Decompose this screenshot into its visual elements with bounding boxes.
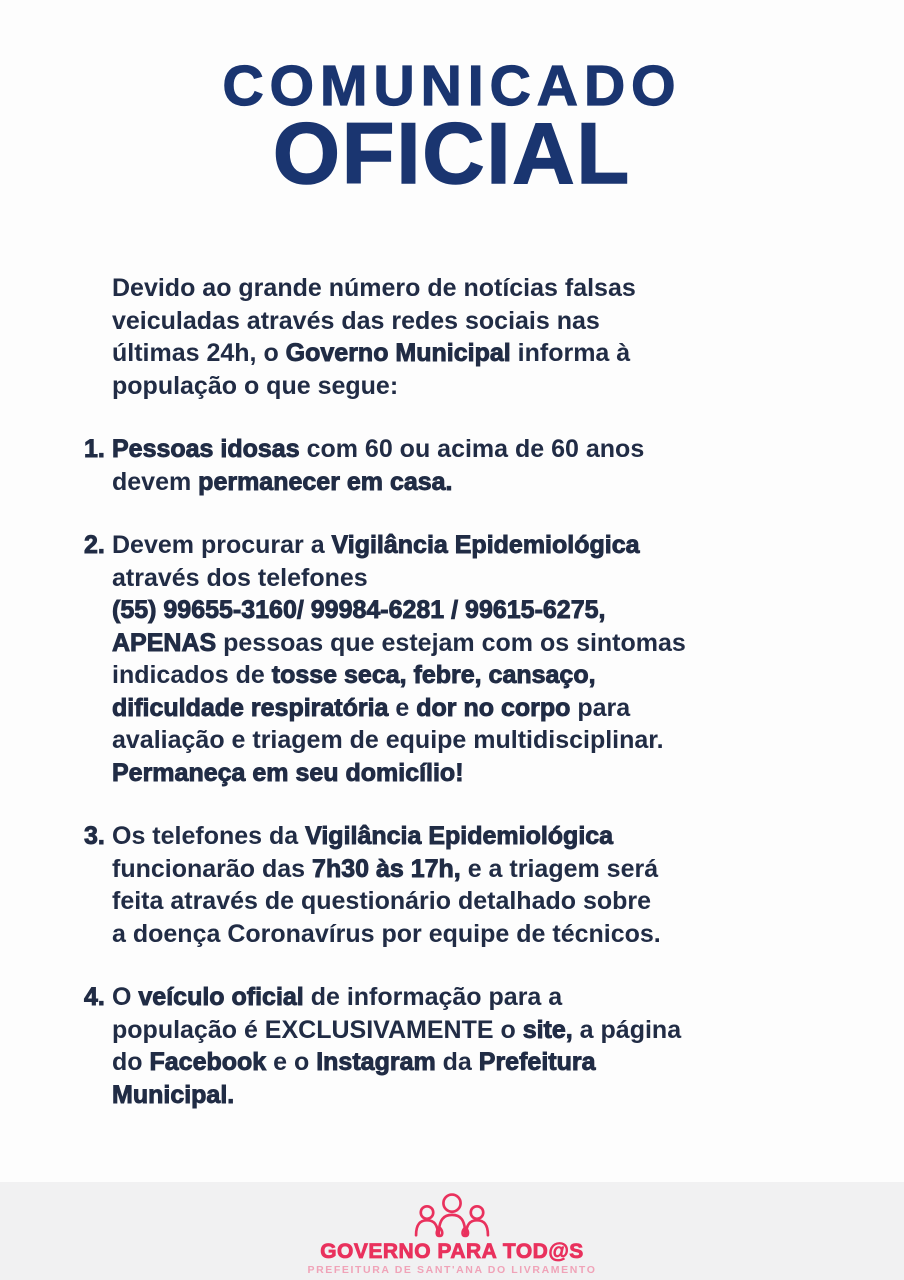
text-line: população o que segue: (112, 371, 399, 400)
text-line: Permaneça em seu domicílio! (112, 758, 464, 787)
page-title (0, 0, 904, 202)
text-line: avaliação e triagem de equipe multidisciplinar. (112, 726, 664, 755)
text-line: indicados de tosse seca, febre, cansaço, (112, 661, 596, 690)
text-line: (55) 99655-3160/ 99984-6281 / 99615-6275, (112, 596, 606, 625)
text-line: Devido ao grande número de notícias falsas (112, 274, 636, 303)
text-line: dificuldade respiratória e dor no corpo para (112, 693, 631, 722)
title-line-oficial: OFICIAL (273, 106, 631, 202)
text-line: funcionarão das 7h30 às 17h, e a triagem será (112, 854, 659, 883)
item-text (112, 433, 904, 498)
text-line: do Facebook e o Instagram da Prefeitura (112, 1048, 596, 1077)
item-text (112, 820, 904, 950)
item-text (112, 981, 904, 1111)
notice-item-4 (84, 981, 904, 1111)
text-line: Pessoas idosas com 60 ou acima de 60 anos (112, 435, 645, 464)
text-line: Os telefones da Vigilância Epidemiológica (112, 822, 614, 851)
text-line: devem permanecer em casa. (112, 467, 453, 496)
item-number: 4. (84, 983, 105, 1012)
text-line: feita através de questionário detalhado sobre (112, 887, 652, 916)
intro-paragraph (112, 272, 904, 402)
item-text (112, 529, 904, 789)
text-line: APENAS pessoas que estejam com os sintomas (112, 628, 686, 657)
text-line: população é EXCLUSIVAMENTE o site, a página (112, 1015, 682, 1044)
text-line: Devem procurar a Vigilância Epidemiológica (112, 531, 640, 560)
title-line-comunicado: COMUNICADO (222, 54, 682, 118)
text-line: últimas 24h, o Governo Municipal informa à (112, 339, 631, 368)
item-number: 2. (84, 531, 105, 560)
notice-item-3 (84, 820, 904, 950)
footer-band (0, 1182, 904, 1280)
notice-item-2 (84, 529, 904, 789)
notice-item-1 (84, 433, 904, 498)
text-line: veiculadas através das redes sociais nas (112, 306, 600, 335)
item-number: 1. (84, 435, 105, 464)
logo-subtitle: PREFEITURA DE SANT'ANA DO LIVRAMENTO (307, 1264, 597, 1276)
notice-items-list (84, 433, 904, 1111)
logo-title: GOVERNO PARA TOD@S (320, 1240, 584, 1263)
item-number: 3. (84, 822, 105, 851)
text-line: Municipal. (112, 1080, 235, 1109)
text-line: a doença Coronavírus por equipe de técnicos. (112, 919, 661, 948)
three-people-icon (400, 1193, 504, 1243)
text-line: através dos telefones (112, 563, 368, 592)
text-line: O veículo oficial de informação para a (112, 983, 563, 1012)
